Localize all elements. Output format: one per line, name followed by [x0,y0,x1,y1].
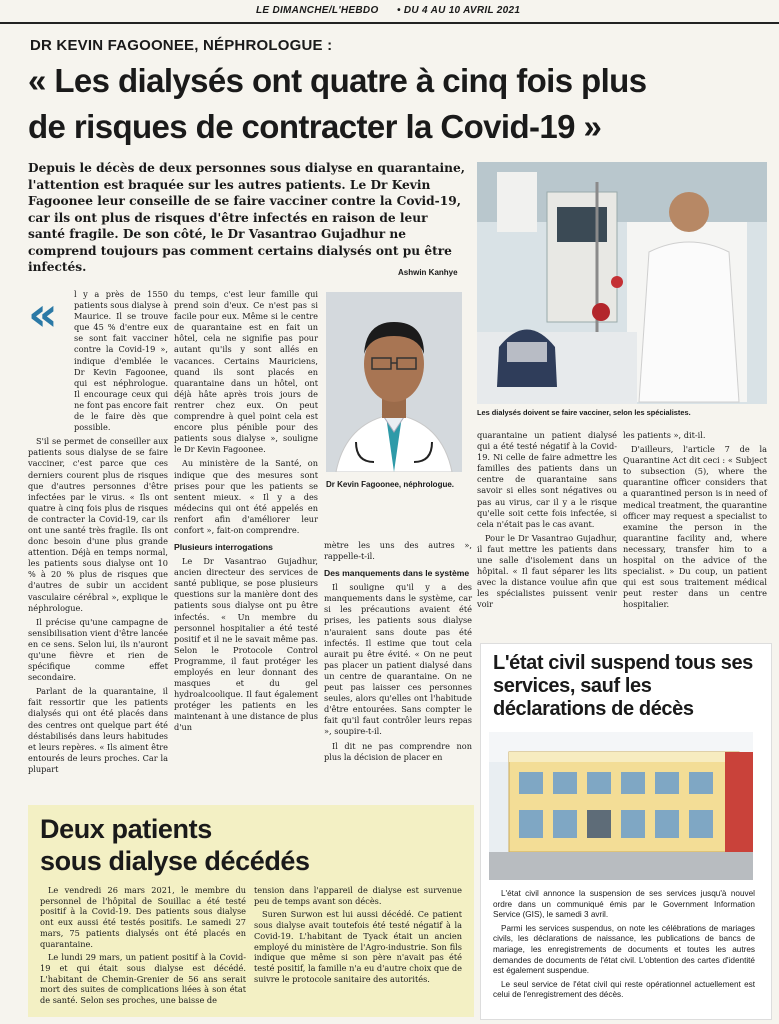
paragraph: mètre les uns des autres », rappelle-t-il. [324,540,472,562]
quote-mark-icon: « [28,287,58,341]
paragraph: Parlant de la quarantaine, il fait ressortir que les patients dialysés qui ont été placés dans des centres ont quelque part été déstabilisés dans leurs habitudes et leurs repères. « Ils aiment être entourés de leurs proches. Car la plupart [28,686,168,774]
issue-date: • DU 4 AU 10 AVRIL 2021 [397,5,521,16]
paragraph: quarantaine un patient dialysé qui a été testé négatif à la Covid-19. Ni celle de faire admettre les familles des patients dans un centre de quarantaine sans savoir si elles sont négatives ou pas au virus, car il y a le risque qu'elle soit cette fois infectée, si cela n'était pas le cas avant. [477,430,617,529]
publication-name: LE DIMANCHE/L'HEBDO [256,5,379,16]
paragraph: Le Dr Vasantrao Gujadhur, ancien directeur des services de santé publique, se pose plusieurs questions sur la manière dont des patients sous dialyse ont pu être infectés. « Un membre du personnel hospitalier a été testé positif et il ne le savait même pas. Selon le Protocole Control Programme, il faut protéger les employés en leur donnant des masques et du gel hydroalcoolique. Il faut également protéger les patients en les maintenant à une distance de plus d'un [174,556,318,733]
paragraph: Le seul service de l'état civil qui reste opérationnel actuellement est celui de l'enregistrement des décès. [493,979,755,1000]
subheading: Plusieurs interrogations [174,542,273,553]
article-column-4 [477,430,617,640]
dialysis-photo-caption: Les dialysés doivent se faire vacciner, selon les spécialistes. [477,408,691,417]
doctor-portrait-illustration [326,292,462,472]
paragraph: Suren Surwon est lui aussi décédé. Ce patient sous dialyse avait toutefois été testé négatif à la Covid-19. L'habitant de Tyack était un ancien employé du ministère de l'Agro-industrie. Son fils indique que même si son père n'avait pas été testé positif, la famille n'a eu d'autre choix que de suivre le protocole sanitaire des autorités. [254,909,462,984]
byline: Ashwin Kanhye [398,268,458,277]
paragraph: S'il se permet de conseiller aux patients sous dialyse de se faire vacciner, c'est parce que ces derniers courent plus de risques que d'autres personnes d'être infectées par le virus. « Ils ont quatre à cinq fois plus de risques de contracter la Covid-19, car ils ont une santé très fragile. Ils ont donc besoin d'une plus grande attention. Déjà en temps normal, les patients sous dialyse ont 10 % à 20 % plus de risques que d'autres de subir un accident vasculaire cérébral », explique le néphrologue. [28,436,168,613]
deaths-title-line-2: sous dialyse décédés [40,846,310,876]
paragraph: Le lundi 29 mars, un patient positif à la Covid-19 et qui était sous dialyse est décédé. L'habitant de Chemin-Grenier de 56 ans serait mort des suites de complications liées à son état de santé. Selon ses proches, une baisse de [40,952,246,1006]
article-lead: Depuis le décès de deux personnes sous dialyse en quarantaine, l'attention est braquée sur les autres patients. Le Dr Kevin Fagoonee leur conseille de se faire vacciner contre la Covid-19, car ils ont plus de risques d'être infectés en raison de leur santé fragile. De son côté, le Dr Vasantrao Gujadhur ne comprend toujours pas comment certains dialysés ont pu être infectés. [28,161,465,274]
deaths-title-line-1: Deux patients [40,814,212,844]
deaths-title [40,813,460,877]
civil-status-building-photo [489,732,753,880]
masthead [0,0,779,24]
paragraph: Pour le Dr Vasantrao Gujadhur, il faut mettre les patients dans une salle d'isolement dans un hôpital. « Il faut séparer les lits avec la distance voulue afin que les spécialistes puissent venir voir [477,532,617,610]
civil-status-body [493,889,755,1004]
dialysis-photo-illustration [477,162,767,404]
article-headline [28,58,768,150]
article-column-3 [324,540,472,800]
paragraph: Parmi les services suspendus, on note les célébrations de mariages civils, les déclarations de naissance, les publications de bancs de mariage, les enregistrements de documents et toutes les autres demandes de documents de l'état civil. L'obtention des cartes d'identité est également suspendue. [493,923,755,976]
paragraph: Il précise qu'une campagne de sensibilisation vient d'être lancée en ce sens. Selon lui, ils n'auront qu'une fièvre et rien de spécifique comme effet secondaire. [28,616,168,683]
paragraph: Le vendredi 26 mars 2021, le membre du personnel de l'hôpital de Souillac a été testé positif à la Covid-19. Des patients sous dialyse ont eux aussi été testés positifs. Le samedi 27 mars, 75 patients dialysés ont été placés en quarantaine. [40,885,246,949]
building-illustration [489,732,753,880]
paragraph: tension dans l'appareil de dialyse est survenue peu de temps avant son décès. [254,885,462,906]
article-column-1 [28,289,168,779]
paragraph: Il dit ne pas comprendre non plus la décision de placer en [324,740,472,762]
paragraph: Il souligne qu'il y a des manquements dans le système, car si les précautions avaient été prises, les patients sous dialyse n'auraient sans doute pas été infectés. Il estime que tout cela aurait pu être évité. « On ne peut pas placer un patient dialysé dans un centre de quarantaine. On ne peut pas laisser ces personnes seules, alors qu'elles ont l'habitude d'être entourées. Sans compter le fait qu'il faut contrôler leurs repas », soupire-t-il. [324,582,472,737]
paragraph: L'état civil annonce la suspension de ses services jusqu'à nouvel ordre dans un communiqué émis par le Government Information Service (GIS), le samedi 3 avril. [493,889,755,920]
subheading: Des manquements dans le système [324,568,470,579]
civil-status-box [480,643,772,1020]
paragraph: les patients », dit-il. [623,430,706,440]
dialysis-photo [477,162,767,404]
deaths-box [28,805,474,1017]
article-column-5 [623,430,767,640]
article-column-2 [174,289,318,779]
paragraph: l y a près de 1550 patients sous dialyse à Maurice. Il se trouve que 45 % d'entre eux se sont fait vacciner contre la Covid-19 », indique d'emblée le Dr Kevin Fagoonee, qui est néphrologue. Il encourage ceux qui ne font pas encore fait de le faire dès que possible. [74,289,168,433]
doctor-photo [326,292,462,472]
deaths-column-1 [40,885,246,1009]
paragraph: du temps, c'est leur famille qui prend soin d'eux. Ce n'est pas si facile pour eux. Même si le centre de quarantaine est en fait un hôtel, cela ne signifie pas pour autant qu'ils y sont allés en vacances. Certains Mauriciens, quand ils sont placés en quarantaine dans un hôtel, ont déjà hâte après trois jours de rentrer chez eux. On peut comprendre à quel point cela est encore plus pénible pour des patients sous dialyse », souligne le Dr Kevin Fagoonee. [174,289,318,455]
deaths-column-2 [254,885,462,987]
paragraph: Au ministère de la Santé, on indique que des mesures sont prises pour que les patients se sentent mieux. « Il y a des médecins qui ont été appelés en renfort afin d'améliorer leur confort », fait-on comprendre. [174,458,318,535]
article-kicker: DR KEVIN FAGOONEE, NÉPHROLOGUE : [30,37,333,54]
headline-line-1: « Les dialysés ont quatre à cinq fois plus [28,62,647,99]
civil-status-title: L'état civil suspend tous ses services, sauf les déclarations de décès [493,652,753,720]
paragraph: D'ailleurs, l'article 7 de la Quarantine Act dit ceci : « Subject to subsection (5), where the quarantine officer considers that a quarantined person is in need of medical treatment, the quarantine officer may request a specialist to examine the person in the quarantine facility and, where necessary, transfer him to a hospital on the advice of the specialist. » Du coup, un patient qui est sous traitement médical peut rester dans un centre hospitalier. [623,444,767,610]
headline-line-2: de risques de contracter la Covid-19 » [28,108,602,145]
doctor-photo-caption: Dr Kevin Fagoonee, néphrologue. [326,480,455,489]
